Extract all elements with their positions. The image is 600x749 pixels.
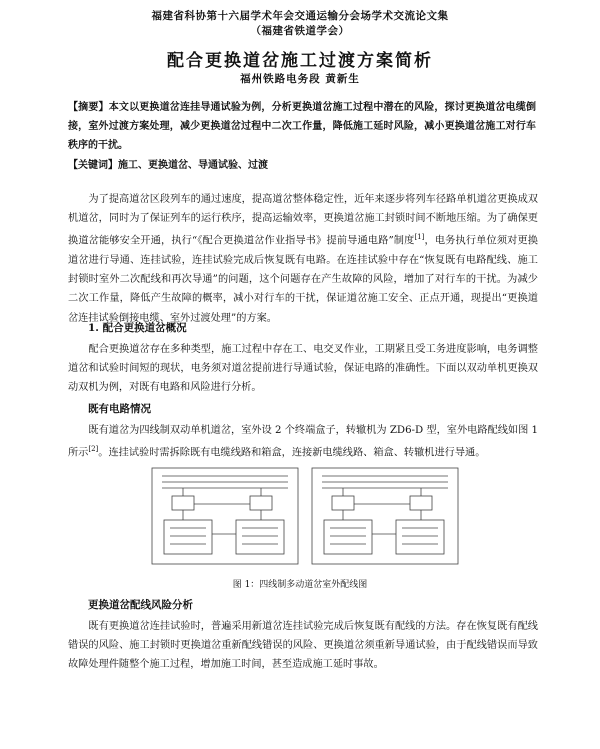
author-line: 福州铁路电务段 黄新生	[240, 73, 360, 85]
existing-circuit-paragraph	[68, 421, 538, 463]
left-terminal-box-2	[250, 496, 272, 510]
risk-analysis-paragraph: 既有更换道岔连挂试验时，普遍采用新道岔连挂试验完成后恢复既有配线的方法。存在恢复既有配线错误的风险、施工封锁时更换道岔重新配线错误的风险、更换道岔须重新导通试验，由于配线错误而导致故障处理件随整个施工过程，增加施工时间，甚至造成施工延时事故。	[68, 621, 538, 671]
left-switch-machine-1	[164, 520, 212, 554]
keywords	[68, 156, 536, 175]
existing-circuit-text-continued: 。连挂试验时需拆除既有电缆线路和箱盒，连接新电缆线路、箱盒、转辙机进行导通。	[98, 447, 486, 459]
intro-citation: [1]	[414, 233, 425, 242]
section-heading-1: 1. 配合更换道岔概况	[88, 322, 187, 334]
keywords-text: 施工、更换道岔、导通试验、过渡	[118, 160, 268, 171]
abstract-label: 【摘要】	[68, 102, 109, 113]
existing-circuit-text: 既有道岔为四线制双动单机道岔，室外设 2 个终端盒子，转辙机为 ZD6-D 型，室外电路配线如图 1 所示	[68, 425, 539, 459]
right-terminal-box-2	[410, 496, 432, 510]
left-switch-machine-2	[236, 520, 284, 554]
left-terminal-box-1	[172, 496, 194, 510]
wiring-diagram-figure	[150, 464, 460, 572]
right-switch-machine-2	[396, 520, 444, 554]
proceedings-header: 福建省科协第十六届学术年会交通运输分会场学术交流论文集	[151, 10, 449, 22]
figure-caption: 图 1：四线制多动道岔室外配线图	[232, 580, 368, 590]
abstract-text: 本文以更换道岔连挂导通试验为例，分析更换道岔施工过程中潜在的风险，探讨更换道岔电缆倒接，室外过渡方案处理，减少更换道岔过程中二次工作量，降低施工延时风险，减小更换道岔施工对行车秩序的干扰。	[68, 102, 537, 151]
society-subheader: （福建省铁道学会）	[250, 25, 350, 37]
right-switch-wiring	[312, 468, 458, 564]
subheading-existing-circuit: 既有电路情况	[88, 403, 151, 415]
left-switch-wiring	[152, 468, 298, 564]
subheading-risk-analysis: 更换道岔配线风险分析	[88, 599, 193, 611]
right-terminal-box-1	[332, 496, 354, 510]
intro-text-continued: ，电务执行单位须对更换道岔进行导通、连挂试验，连挂试验完成后恢复既有电路。在连挂试验中存在“恢复既有电路配线、施工封锁时室外二次配线和再次导通”的问题，这个问题存在产生故障的风险，增加了对行车的干扰。为减少二次工作量，降低产生故障的概率，减小对行车的干扰，保证道岔施工安全、正点开通，现提出“更换道岔连挂试验倒接电缆、室外过渡处理”的方案。	[68, 235, 538, 324]
intro-paragraph	[68, 190, 538, 328]
page-title: 配合更换道岔施工过渡方案简析	[167, 51, 433, 71]
existing-circuit-citation: [2]	[88, 445, 99, 454]
intro-text: 为了提高道岔区段列车的通过速度，提高道岔整体稳定性，近年来逐步将列车径路单机道岔更换成双机道岔，同时为了保证列车的运行秩序，提高运输效率，更换道岔施工封锁时间不断地压缩。为了确保更换道岔能够安全开通，执行“《配合更换道岔作业指导书》提前导通电路”制度	[68, 194, 538, 247]
section1-paragraph: 配合更换道岔存在多种类型，施工过程中存在工、电交叉作业，工期紧且受工务进度影响，电务调整道岔和试验时间短的现状，电务须对道岔提前进行导通试验，保证电路的准确性。下面以双动单机更换双动双机为例，对既有电路和风险进行分析。	[68, 344, 538, 394]
right-switch-machine-1	[324, 520, 372, 554]
keywords-label: 【关键词】	[68, 160, 118, 171]
abstract	[68, 98, 536, 155]
